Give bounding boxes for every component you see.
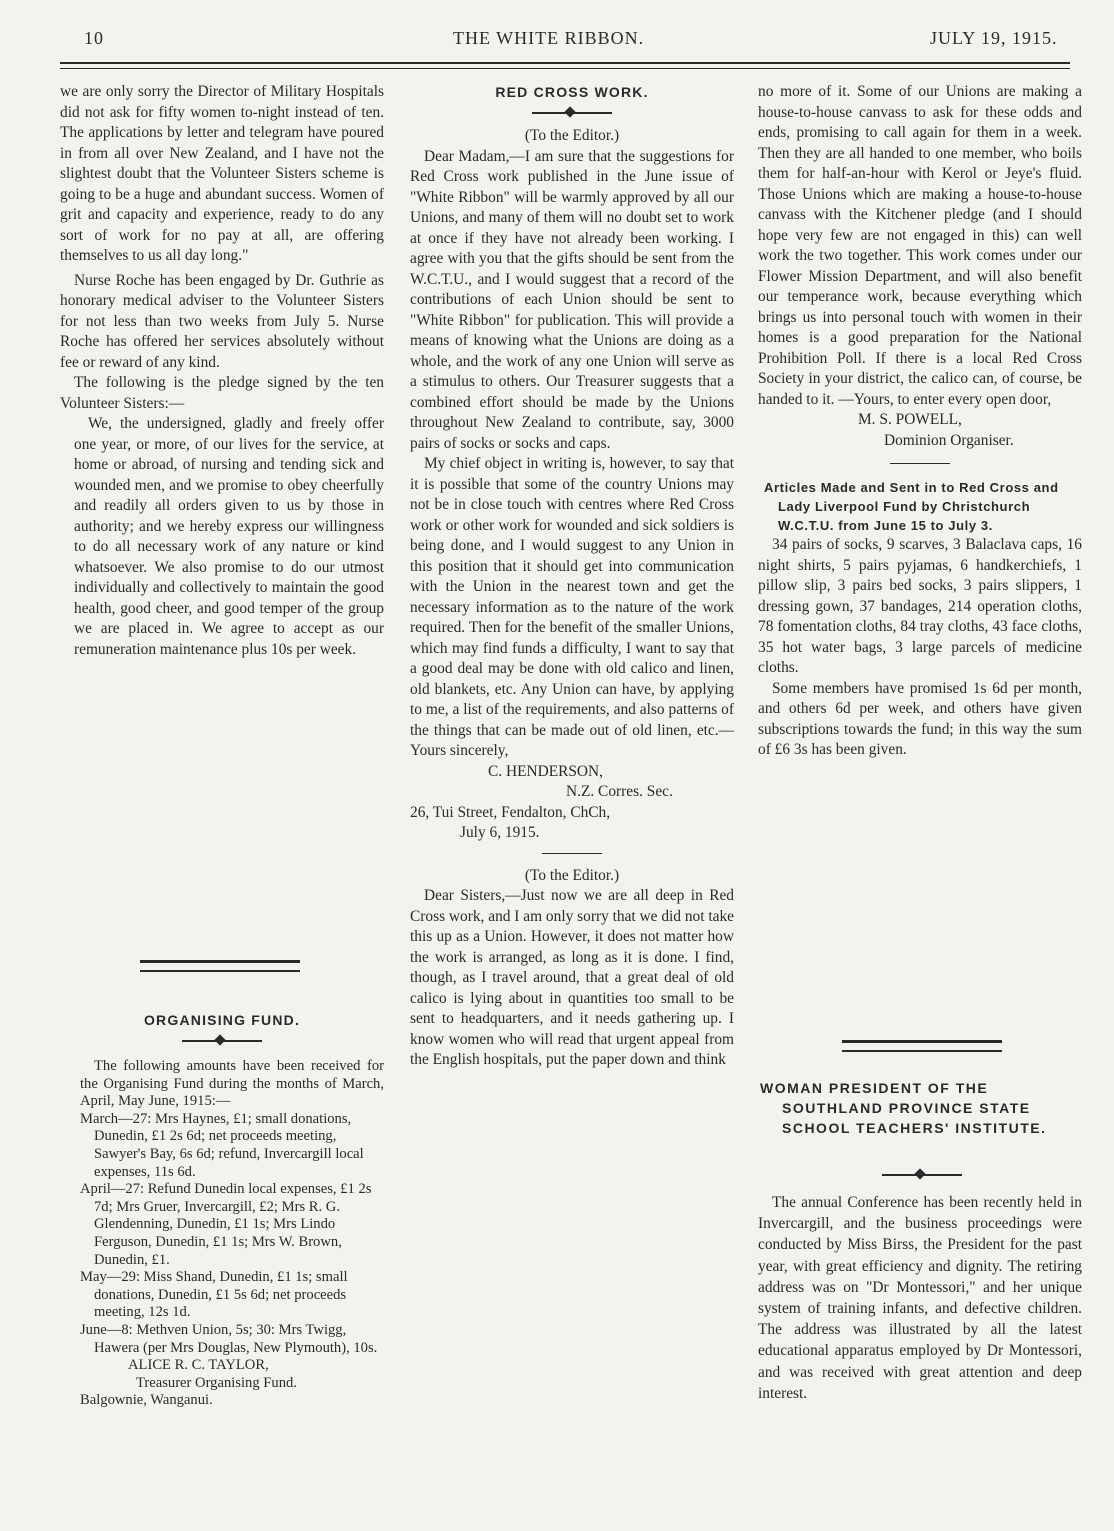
section-divider — [842, 1040, 1002, 1052]
short-divider — [890, 463, 950, 464]
letter-signer-role: Dominion Organiser. — [884, 431, 1014, 449]
paragraph: no more of it. Some of our Unions are making a house-to-house canvass to ask for these odds and ends, promising to call again for them in a week. Then they are all handed to one member, who boils them for half-an-hour with Kerol or Jeye's fluid. Those Unions which are making a house-to-house canvass with the Kitchener pledge (and I should hope very few are not engaged in this) can well work the two together. This work comes under our Flower Mission Department, and will also benefit our temperance work, because everything which brings us into personal touch with women in their homes is a good preparation for the National Prohibition Poll. If there is a local Red Cross Society in your district, the calico can, of course, be handed to it. —Yours, to enter every open door, — [758, 83, 1082, 408]
column-2 — [410, 126, 734, 1071]
paragraph: Nurse Roche has been engaged by Dr. Guthrie as honorary medical adviser to the Volunteer Sisters for not less than two weeks from July 5. Nurse Roche has offered her services absolutely without fee or reward of any kind. — [60, 271, 384, 371]
fund-signer-address: Balgownie, Wanganui. — [80, 1392, 213, 1409]
paragraph: Dear Madam,—I am sure that the suggestions for Red Cross work published in the June issue of "White Ribbon" will be warmly approved by all our Unions, and many of them will no doubt set to work at once if they have not already been working. I agree with you that the gifts should be sent from the W.C.T.U., and I would suggest that a record of the contributions of each Union should be sent to "White Ribbon" for publication. This will provide a means of knowing what the Unions are doing as a whole, and the work of any one Union will serve as a stimulus to others. Our Treasurer suggests that a combined effort should be made by the Unions throughout New Zealand to contribute, say, 3000 pairs of socks or socks and caps. — [410, 147, 734, 452]
articles-heading: Articles Made and Sent in to Red Cross and Lady Liverpool Fund by Christchurch W.C.T.U. from June 15 to July 3. — [764, 480, 1059, 533]
fund-intro: The following amounts have been received for the Organising Fund during the months of March, April, May June, 1915:— — [80, 1058, 384, 1110]
ornament-divider — [532, 108, 612, 118]
red-cross-heading: RED CROSS WORK. — [495, 84, 649, 100]
fund-signer: ALICE R. C. TAYLOR, — [128, 1357, 269, 1374]
section-divider — [140, 960, 300, 972]
paragraph: My chief object in writing is, however, to say that it is possible that some of the country Unions may not be in close touch with centres where Red Cross work or other work for wounded and sick soldiers is being done, and I would suggest to any Union in this position that it should get into communication with the Union in the nearest town and get the necessary information as to the nature of the work required. Then for the benefit of the smaller Unions, which may find funds a difficulty, I want to say that a good deal may be done with old calico and linen, old blankets, etc. Any Union can have, by applying to me, a list of the requirements, and also patterns of the things that can be made out of old linen, etc.—Yours sincerely, — [410, 455, 734, 759]
header-rule-thin — [60, 68, 1070, 69]
organising-fund-list — [80, 1058, 384, 1410]
ornament-divider — [882, 1170, 962, 1180]
paragraph: The annual Conference has been recently held in Invercargill, and the business proceedings were conducted by Miss Birss, the President for the past year, with great efficiency and dignity. The retiring address was on "Dr Montessori," and her unique system of training infants, and defective children. The address was illustrated by all the latest educational apparatus employed by Dr Montessori, and was received with great attention and deep interest. — [758, 1194, 1082, 1402]
fund-may: May—29: Miss Shand, Dunedin, £1 1s; small donations, Dunedin, £1 5s 6d; net proceeds meeting, 12s 1d. — [80, 1269, 348, 1321]
page-number: 10 — [84, 28, 104, 48]
woman-president-heading: WOMAN PRESIDENT OF THE SOUTHLAND PROVINCE STATE SCHOOL TEACHERS' INSTITUTE. — [760, 1080, 1047, 1136]
page-title: THE WHITE RIBBON. — [453, 28, 645, 48]
pledge-text: We, the undersigned, gladly and freely offer one year, or more, of our lives for the service, at home or abroad, of nursing and tending sick and wounded men, and we promise to obey cheerfully and readily all orders given to us by those in authority; and we hereby express our willingness to do all necessary work of any nature or kind whatsoever. We also promise to do our utmost individually and collectively to maintain the good health, good cheer, and good temper of the group we are placed in. We agree to accept as our remuneration maintenance plus 10s per week. — [74, 415, 384, 658]
to-editor-label: (To the Editor.) — [524, 866, 620, 884]
letter-date: July 6, 1915. — [460, 824, 540, 841]
letter-signer: M. S. POWELL, — [858, 411, 962, 428]
organising-fund-heading: ORGANISING FUND. — [143, 1012, 301, 1028]
fund-march: March—27: Mrs Haynes, £1; small donations, Dunedin, £1 2s 6d; net proceeds meeting, Sawyer's Bay, 6s 6d; refund, Invercargill local expenses, 11s 6d. — [80, 1110, 364, 1180]
column-3 — [758, 82, 1082, 761]
column-1 — [60, 82, 384, 660]
paragraph: Dear Sisters,—Just now we are all deep in Red Cross work, and I am only sorry that we did not take this up as a Union. However, it does not matter how the work is arranged, as long as it is done. I find, though, as I travel around, that a great deal of old calico is lying about in quantities too small to be sent to headquarters, and it needs gathering up. I know women who will read that urgent appeal from the English hospitals, put the paper down and think — [410, 887, 734, 1068]
issue-date: JULY 19, 1915. — [930, 28, 1058, 48]
paragraph: Some members have promised 1s 6d per month, and others 6d per week, and others have given subscriptions towards the fund; in this way the sum of £6 3s has been given. — [758, 679, 1082, 758]
short-divider — [542, 853, 602, 854]
letter-address: 26, Tui Street, Fendalton, ChCh, — [410, 803, 611, 821]
fund-signer-role: Treasurer Organising Fund. — [136, 1374, 297, 1391]
header-rule-thick — [60, 62, 1070, 64]
to-editor-label: (To the Editor.) — [524, 127, 620, 144]
paragraph: The following is the pledge signed by the ten Volunteer Sisters:— — [60, 374, 384, 412]
fund-june: June—8: Methven Union, 5s; 30: Mrs Twigg, Hawera (per Mrs Douglas, New Plymouth), 10s. — [80, 1321, 378, 1356]
letter-signer: C. HENDERSON, — [488, 762, 604, 780]
articles-list: 34 pairs of socks, 9 scarves, 3 Balaclava caps, 16 night shirts, 5 pairs pyjamas, 6 handkerchiefs, 1 pillow slip, 3 pairs bed socks, 3 pairs slippers, 1 dressing gown, 37 bandages, 214 operation cloths, 78 fomentation cloths, 84 tray cloths, 43 face cloths, 35 hot water bags, 3 large parcels of medicine cloths. — [758, 536, 1082, 676]
woman-president-body — [758, 1192, 1082, 1404]
paragraph: we are only sorry the Director of Military Hospitals did not ask for fifty women to-night instead of ten. The applications by letter and telegram have poured in from all over New Zealand, and I have not the slightest doubt that the Volunteer Sisters scheme is going to be a huge and abundant success. Women of grit and capacity and experience, ready to do any sort of work for no pay at all, are offering themselves to us all day long." — [60, 83, 384, 264]
fund-april: April—27: Refund Dunedin local expenses, £1 2s 7d; Mrs Gruer, Invercargill, £2; Mrs R. G. Glendenning, Dunedin, £1 1s; Mrs Lindo Ferguson, Dunedin, £1 1s; Mrs W. Brown, Dunedin, £1. — [80, 1181, 372, 1268]
ornament-divider — [182, 1036, 262, 1046]
letter-signer-role: N.Z. Corres. Sec. — [566, 783, 673, 800]
